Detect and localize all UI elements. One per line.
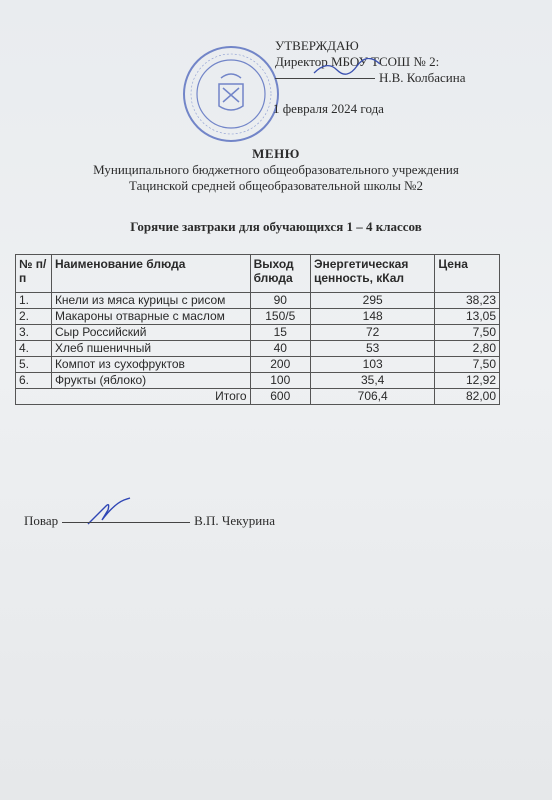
header-price: Цена [435, 255, 500, 293]
header-energy: Энергетическая ценность, кКал [310, 255, 434, 293]
approval-signer: Н.В. Колбасина [379, 70, 466, 85]
dish-energy: 72 [310, 325, 434, 341]
dish-price: 13,05 [435, 309, 500, 325]
table-header-row [16, 255, 500, 293]
row-number: 4. [16, 341, 52, 357]
organization-line-2: Тацинской средней общеобразовательной школы №2 [129, 178, 423, 193]
approval-heading: УТВЕРЖДАЮ [275, 38, 359, 53]
dish-portion: 40 [250, 341, 310, 357]
cook-label: Повар [24, 513, 59, 528]
row-number: 5. [16, 357, 52, 373]
dish-price: 12,92 [435, 373, 500, 389]
official-stamp [181, 44, 281, 144]
table-row [16, 341, 500, 357]
table-row [16, 357, 500, 373]
dish-portion: 150/5 [250, 309, 310, 325]
director-signature [312, 58, 382, 78]
menu-subtitle: Горячие завтраки для обучающихся 1 – 4 классов [130, 219, 422, 234]
dish-price: 2,80 [435, 341, 500, 357]
approval-date: 1 февраля 2024 года [273, 101, 384, 116]
table-row [16, 373, 500, 389]
approval-position: Директор МБОУ ТСОШ № 2: [275, 54, 440, 69]
dish-name: Хлеб пшеничный [51, 341, 250, 357]
row-number: 3. [16, 325, 52, 341]
dish-energy: 148 [310, 309, 434, 325]
table-row [16, 309, 500, 325]
dish-price: 7,50 [435, 357, 500, 373]
cook-name: В.П. Чекурина [194, 513, 275, 528]
dish-portion: 15 [250, 325, 310, 341]
header-dish: Наименование блюда [51, 255, 250, 293]
page-title: МЕНЮ [252, 146, 300, 161]
dish-portion: 200 [250, 357, 310, 373]
organization-line-1: Муниципального бюджетного общеобразовательного учреждения [93, 162, 459, 177]
dish-energy: 53 [310, 341, 434, 357]
cook-signature-block [24, 513, 275, 529]
dish-name: Компот из сухофруктов [51, 357, 250, 373]
dish-portion: 100 [250, 373, 310, 389]
total-price: 82,00 [435, 389, 500, 405]
dish-name: Макароны отварные с маслом [51, 309, 250, 325]
table-row [16, 293, 500, 309]
dish-name: Фрукты (яблоко) [51, 373, 250, 389]
header-number: № п/п [16, 255, 52, 293]
dish-energy: 35,4 [310, 373, 434, 389]
dish-energy: 103 [310, 357, 434, 373]
table-total-row [16, 389, 500, 405]
row-number: 2. [16, 309, 52, 325]
dish-price: 38,23 [435, 293, 500, 309]
dish-price: 7,50 [435, 325, 500, 341]
signature-line [275, 78, 375, 79]
total-portion: 600 [250, 389, 310, 405]
total-label: Итого [16, 389, 251, 405]
dish-name: Кнели из мяса курицы с рисом [51, 293, 250, 309]
dish-portion: 90 [250, 293, 310, 309]
row-number: 1. [16, 293, 52, 309]
menu-table [15, 254, 500, 405]
total-energy: 706,4 [310, 389, 434, 405]
cook-signature-line [62, 522, 190, 523]
dish-name: Сыр Российский [51, 325, 250, 341]
organization-name [0, 162, 552, 194]
table-row [16, 325, 500, 341]
row-number: 6. [16, 373, 52, 389]
header-portion: Выход блюда [250, 255, 310, 293]
dish-energy: 295 [310, 293, 434, 309]
